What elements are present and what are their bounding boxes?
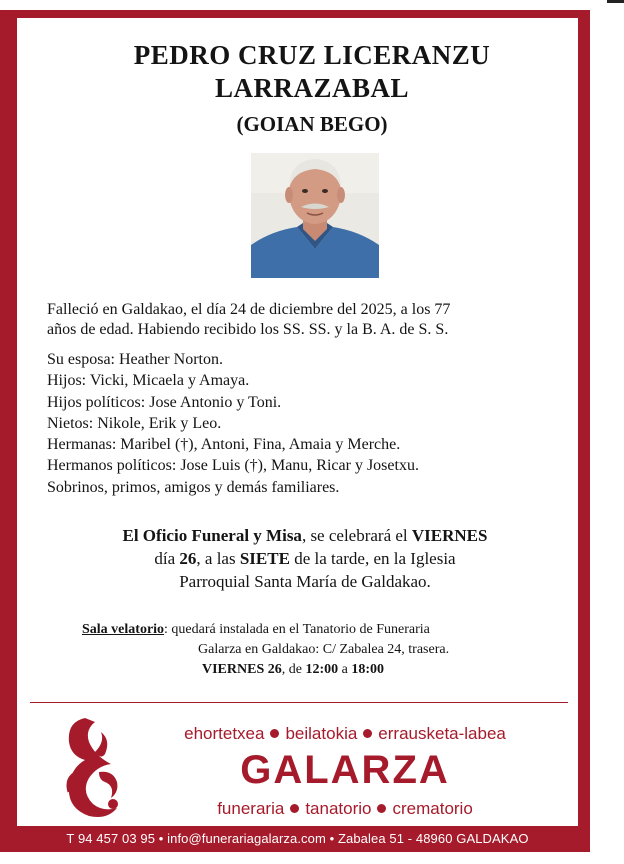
bullet-icon xyxy=(290,804,299,813)
family-line-spouse: Su esposa: Heather Norton. xyxy=(47,351,223,368)
deceased-name-line1: PEDRO CRUZ LICERANZU xyxy=(133,40,491,70)
sala-line-1: Sala velatorio: quedará instalada en el Tanatorio de Funeraria xyxy=(82,622,430,637)
family-line-children: Hijos: Vicki, Micaela y Amaya. xyxy=(47,372,250,390)
brand-tagline-basque: ehortetxea beilatokia errausketa-labea xyxy=(184,724,506,743)
scan-mark xyxy=(607,0,624,3)
sala-line-3: VIERNES 26, de 12:00 a 18:00 xyxy=(202,662,385,677)
wake-room-info xyxy=(82,620,562,680)
funeral-line-1: El Oficio Funeral y Misa, se celebrará el VIERNES xyxy=(122,526,488,545)
section-divider xyxy=(30,702,568,703)
portrait-photo xyxy=(251,153,379,278)
funeral-announcement xyxy=(0,524,610,593)
family-line-sisters: Hermanas: Maribel (†), Antoni, Fina, Amaia y Merche. xyxy=(47,436,401,454)
bullet-icon xyxy=(270,729,279,738)
galarza-logo-icon xyxy=(55,712,135,822)
top-border xyxy=(8,10,588,18)
sala-line-2: Galarza en Galdakao: C/ Zabalea 24, trasera. xyxy=(198,642,450,657)
funeral-line-2: día 26, a las SIETE de la tarde, en la Iglesia xyxy=(154,549,456,568)
intro-line-2: años de edad. Habiendo recibido los SS. SS. y la B. A. de S. S. xyxy=(47,321,449,338)
contact-footer: T 94 457 03 95 • info@funerariagalarza.com • Zabalea 51 - 48960 GALDAKAO xyxy=(17,826,578,852)
family-line-brothers-in-law: Hermanos políticos: Jose Luis (†), Manu, Ricar y Josetxu. xyxy=(47,457,419,475)
family-list xyxy=(47,350,567,499)
intro-line-1: Falleció en Galdakao, el día 24 de diciembre del 2025, a los 77 xyxy=(47,301,451,318)
deceased-name-line2: LARRAZABAL xyxy=(214,73,410,103)
bullet-icon xyxy=(377,804,386,813)
deceased-nickname: (GOIAN BEGO) xyxy=(236,112,388,136)
family-line-children-in-law: Hijos políticos: Jose Antonio y Toni. xyxy=(47,393,282,411)
brand-name: GALARZA xyxy=(240,748,450,792)
bullet-icon xyxy=(363,729,372,738)
brand-tagline-spanish: funeraria tanatorio crematorio xyxy=(217,799,473,818)
funeral-line-3: Parroquial Santa María de Galdakao. xyxy=(179,572,431,591)
family-line-grandchildren: Nietos: Nikole, Erik y Leo. xyxy=(47,414,222,432)
death-notice-intro xyxy=(47,300,567,340)
family-line-others: Sobrinos, primos, amigos y demás familiares. xyxy=(47,478,340,496)
sala-label: Sala velatorio xyxy=(82,622,165,637)
